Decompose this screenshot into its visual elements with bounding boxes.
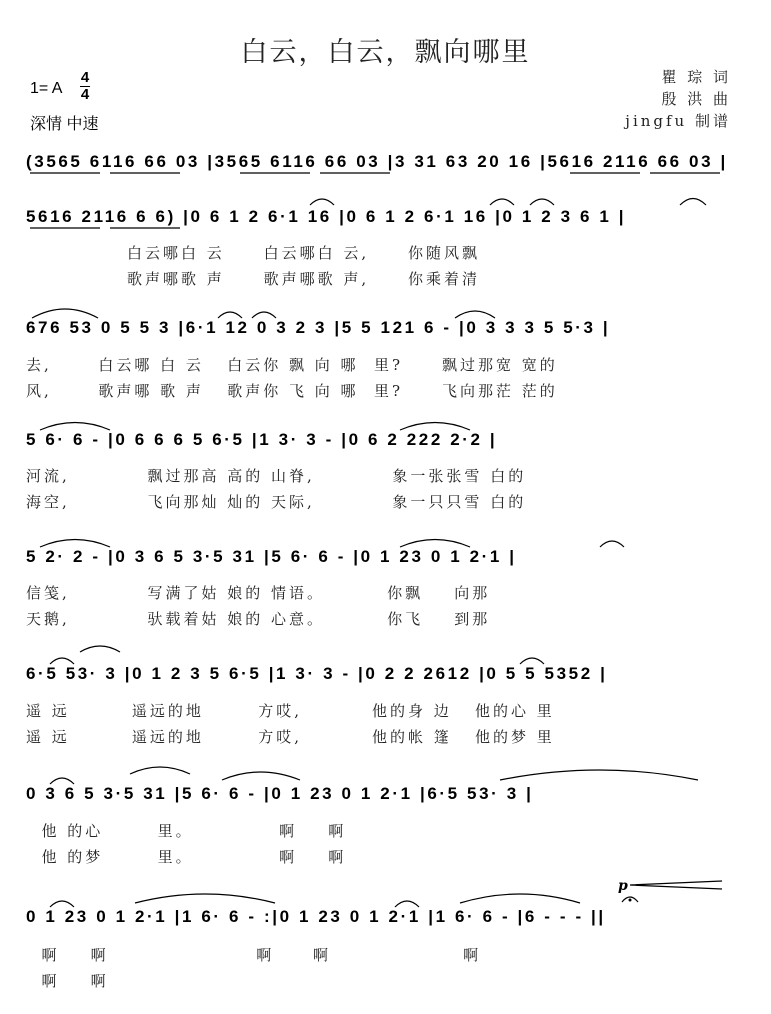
lyric-line-8-verse-1: 啊 啊 啊 啊 啊: [26, 946, 482, 964]
lyric-line-2-verse-2: 歌声哪歌 声 歌声哪歌 声, 你乘着清: [26, 270, 480, 288]
notation-line-3: 676 53 0 5 5 3 |6·1 12 0 3 2 3 |5 5 121 6 - |0 3 3 3 5 5·3 |: [26, 318, 611, 337]
tempo-marking: 深情 中速: [30, 116, 99, 133]
lyric-line-5-verse-1: 信笺, 写满了姑 娘的 情语。 你飘 向那: [26, 584, 491, 602]
arranger-credit: jingfu 制谱: [625, 112, 731, 130]
notation-line-4: 5 6· 6 - |0 6 6 6 5 6·5 |1 3· 3 - |0 6 2 222 2·2 |: [26, 430, 498, 449]
notation-line-6: 6·5 53· 3 |0 1 2 3 5 6·5 |1 3· 3 - |0 2 2 2612 |0 5 5 5352 |: [26, 664, 608, 683]
notation-line-2: 5616 2116 6 6) |0 6 1 2 6·1 16 |0 6 1 2 6·1 16 |0 1 2 3 6 1 |: [26, 207, 627, 226]
lyric-line-5-verse-2: 天鹅, 驮载着姑 娘的 心意。 你飞 到那: [26, 610, 491, 628]
notation-line-5: 5 2· 2 - |0 3 6 5 3·5 31 |5 6· 6 - |0 1 23 0 1 2·1 |: [26, 547, 517, 566]
hairpin-mark: [630, 881, 722, 889]
lyric-line-4-verse-1: 河流, 飘过那高 高的 山脊, 象一张张雪 白的: [26, 467, 527, 485]
composer-credit: 殷 洪 曲: [661, 90, 731, 108]
notation-line-8: 0 1 23 0 1 2·1 |1 6· 6 - :|0 1 23 0 1 2·1 |1 6· 6 - |6 - - - ||: [26, 907, 606, 926]
lyric-line-4-verse-2: 海空, 飞向那灿 灿的 天际, 象一只只雪 白的: [26, 493, 527, 511]
song-title: 白云，白云，飘向哪里: [240, 37, 531, 68]
notation-line-1: (3565 6116 66 03 |3565 6116 66 03 |3 31 63 20 16 |5616 2116 66 03 |: [26, 152, 728, 171]
time-signature-bottom: 4: [80, 86, 90, 103]
lyric-line-7-verse-1: 他 的心 里。 啊 啊: [26, 822, 347, 840]
lyric-line-6-verse-2: 遥 远 遥远的地 方哎, 他的帐 篷 他的梦 里: [26, 728, 555, 746]
lyric-line-6-verse-1: 遥 远 遥远的地 方哎, 他的身 边 他的心 里: [26, 702, 555, 720]
time-signature-top: 4: [80, 69, 90, 86]
lyric-line-7-verse-2: 他 的梦 里。 啊 啊: [26, 848, 347, 866]
lyric-line-8-verse-2: 啊 啊: [26, 972, 109, 990]
dynamic-piano-mark: p: [618, 878, 628, 894]
time-signature: [80, 70, 90, 103]
lyricist-credit: 瞿 琮 词: [661, 68, 731, 86]
key-signature: 1= A: [30, 80, 63, 97]
notation-line-7: 0 3 6 5 3·5 31 |5 6· 6 - |0 1 23 0 1 2·1 |6·5 53· 3 |: [26, 784, 534, 803]
lyric-line-2-verse-1: 白云哪白 云 白云哪白 云, 你随风飘: [26, 244, 480, 262]
lyric-line-3-verse-1: 去, 白云哪 白 云 白云你 飘 向 哪 里? 飘过那宽 宽的: [26, 356, 558, 374]
lyric-line-3-verse-2: 风, 歌声哪 歌 声 歌声你 飞 向 哪 里? 飞向那茫 茫的: [26, 382, 558, 400]
